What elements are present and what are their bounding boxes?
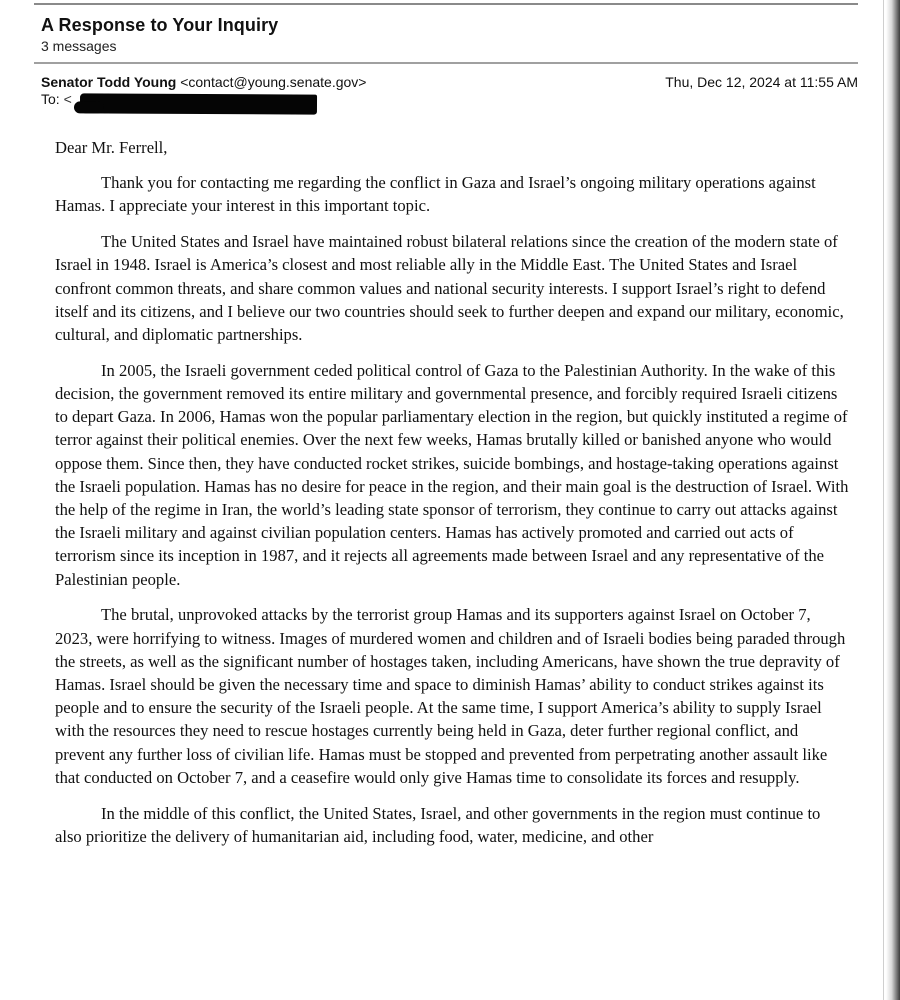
redaction-mark	[80, 93, 317, 114]
recipient-line	[41, 91, 72, 107]
message-count: 3 messages	[41, 38, 117, 54]
body-paragraph: In the middle of this conflict, the United States, Israel, and other governments in the region must continue to also prioritize the delivery of humanitarian aid, including food, water, medicine, and other	[55, 803, 821, 846]
body-paragraph: The United States and Israel have maintained robust bilateral relations since the creation of the modern state of Israel in 1948. Israel is America’s closest and most reliable ally in the Middle East. The United States and Israel confront common threats, and share common values and national security interests. I support Israel’s right to defend itself and its citizens, and I believe our two countries should seek to further deepen and expand our military, economic, cultural, and diplomatic partnerships.	[55, 232, 844, 345]
message-date: Thu, Dec 12, 2024 at 11:55 AM	[665, 74, 858, 90]
page-edge-shadow	[886, 0, 900, 1000]
recipient-address-partial: <	[63, 91, 72, 107]
body-paragraph: The brutal, unprovoked attacks by the terrorist group Hamas and its supporters against Israel on October 7, 2023, were horrifying to witness. Images of murdered women and children and of Israeli bodies being paraded through the streets, as well as the significant number of hostages taken, including Americans, have shown the true depravity of Hamas. Israel should be given the necessary time and space to diminish Hamas’ ability to conduct strikes against its people and to ensure the security of the Israeli people. At the same time, I support America’s ability to supply Israel with the resources they need to rescue hostages currently being held in Gaza, deter further regional conflict, and prevent any further loss of civilian life. Hamas must be stopped and prevented from perpetrating another assault like that conducted on October 7, and a ceasefire would only give Hamas time to consolidate its forces and resupply.	[55, 605, 846, 787]
message-body	[55, 136, 850, 861]
sender-name[interactable]: Senator Todd Young	[41, 74, 177, 90]
page-edge-line	[883, 0, 884, 1000]
body-paragraph: Thank you for contacting me regarding the conflict in Gaza and Israel’s ongoing military operations against Hamas. I appreciate your interest in this important topic.	[55, 173, 816, 216]
to-label: To:	[41, 91, 60, 107]
header-divider	[34, 62, 858, 64]
body-paragraph: In 2005, the Israeli government ceded political control of Gaza to the Palestinian Authority. In the wake of this decision, the government removed its entire military and governmental presence, and forcibly required Israeli citizens to depart Gaza. In 2006, Hamas won the popular parliamentary election in the region, but quickly instituted a regime of terror against their political enemies. Over the next few weeks, Hamas brutally killed or banished anyone who would oppose them. Since then, they have conducted rocket strikes, suicide bombings, and hostage-taking operations against the Israeli population. Hamas has no desire for peace in the region, and their main goal is the destruction of Israel. With the help of the regime in Iran, the world’s leading state sponsor of terrorism, they continue to carry out attacks against the Israeli military and against civilian population centers. Hamas has actively promoted and carried out acts of terrorism since its inception in 1987, and it rejects all agreements made between Israel and any representative of the Palestinian people.	[55, 360, 849, 589]
greeting: Dear Mr. Ferrell,	[55, 138, 168, 157]
sender-line[interactable]	[41, 74, 366, 90]
top-divider	[34, 3, 858, 5]
thread-subject: A Response to Your Inquiry	[41, 15, 279, 35]
sender-email[interactable]: <contact@young.senate.gov>	[180, 74, 367, 90]
